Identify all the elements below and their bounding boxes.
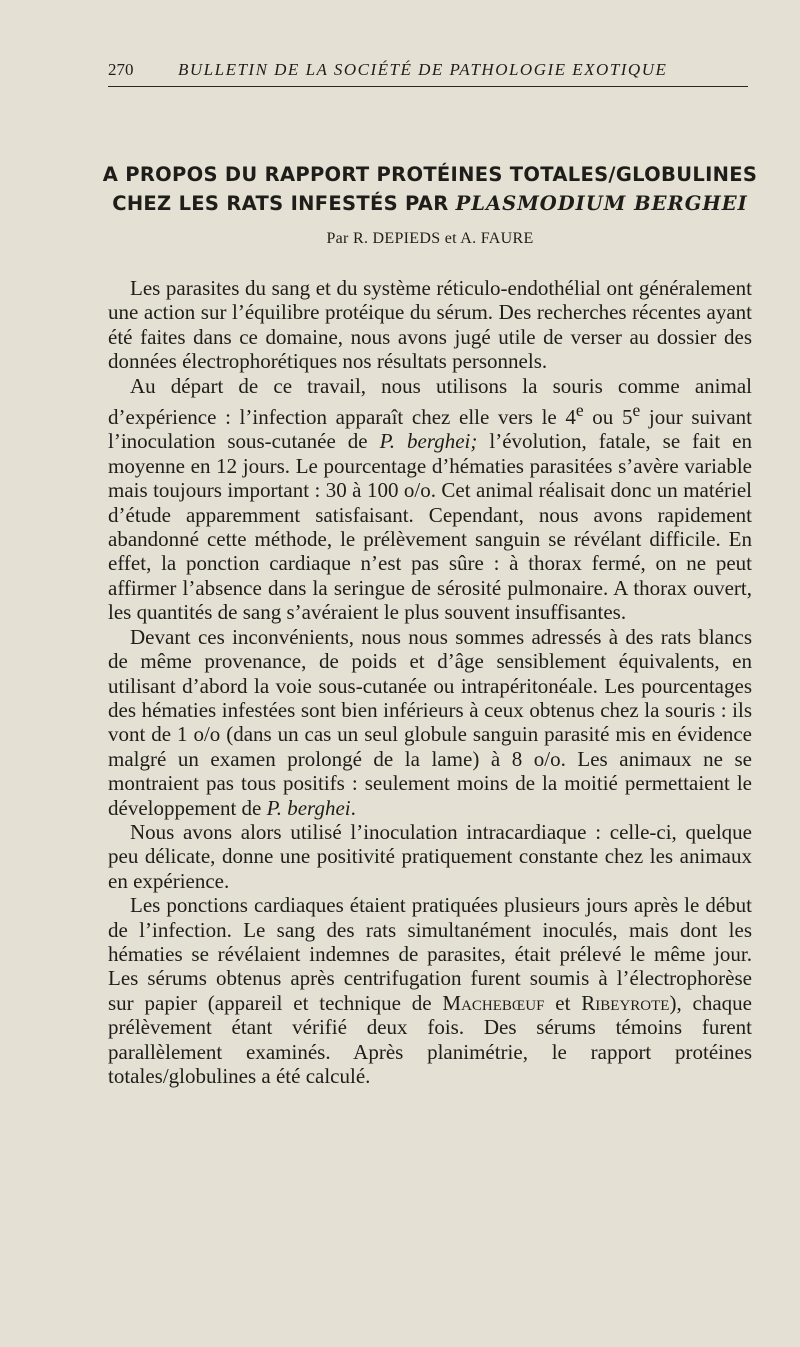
p2-text-b: ou — [583, 405, 622, 430]
p2-species: P. berghei; — [379, 429, 478, 454]
p5-text-b: et — [544, 990, 582, 1015]
page-header — [108, 58, 748, 87]
p5-text-c: ), chaque prélèvement étant vérifié deux fois. Des sérums témoins furent parallèlement examinés. Après planimétrie, le rapport protéines totales/globulines a été calculé. — [108, 990, 752, 1088]
author-citation-macheboeuf: Machebœuf — [442, 990, 545, 1015]
page-number: 270 — [108, 60, 134, 79]
title-line-1: A PROPOS DU RAPPORT PROTÉINES TOTALES/GLOBULINES — [102, 163, 758, 186]
p2-text-a: Au départ de ce travail, nous utilisons la souris comme animal d’expérience : l’infection apparaît chez elle vers le — [108, 373, 752, 430]
running-title: BULLETIN DE LA SOCIÉTÉ DE PATHOLOGIE EXOTIQUE — [178, 60, 668, 79]
p2-text-c: jour suivant l’inoculation sous-cutanée de — [108, 405, 753, 454]
paragraph-4: Nous avons alors utilisé l’inoculation intracardiaque : celle-ci, quelque peu délicate, donne une positivité pratiquement constante chez les animaux en expérience. — [108, 819, 752, 893]
article-body — [108, 276, 752, 1088]
paragraph-2 — [108, 374, 752, 625]
title-line-2-prefix: CHEZ LES RATS INFESTÉS PAR — [112, 192, 456, 215]
paragraph-5 — [108, 893, 752, 1088]
paragraph-3 — [108, 625, 752, 820]
p2-day-4: 4 — [565, 405, 576, 430]
p3-text-b: . — [350, 795, 356, 820]
article-title — [100, 160, 760, 218]
p3-text-a: Devant ces inconvénients, nous nous sommes adressés à des rats blancs de même provenance, de poids et d’âge sensiblement équivalents, en utilisant d’abord la voie sous-cutanée ou intrapéritonéale. Les pourcentages des hématies infestées sont bien inférieurs à ceux obtenus chez la souris : ils vont de 1 o/o (dans un cas un seul globule sanguin parasité mis en évidence malgré un examen prolongé de la lame) à 8 o/o. Les animaux ne se montraient pas tous positifs : seulement moins de la moitié permettaient le développement de — [108, 624, 752, 820]
author-citation-ribeyrote: Ribeyrote — [581, 990, 670, 1015]
article-authors: Par R. DEPIEDS et A. FAURE — [326, 230, 534, 247]
p2-day-5: 5 — [621, 405, 633, 430]
p2-text-d: l’évolution, fatale, se fait en moyenne en 12 jours. Le pourcentage d’hématies parasitées s’avère variable mais toujours important : 30 à 100 o/o. Cet animal réalisait donc un matériel d’étude apparemment satisfaisant. Cependant, nous avons rapidement abandonné cette méthode, le prélèvement sanguin se révélant difficile. En effet, la ponction cardiaque n’est pas sûre : à thorax fermé, on ne peut affirmer l’absence dans la seringue de sérosité pulmonaire. A thorax ouvert, les quantités de sang s’avéraient le plus souvent insuffisantes. — [108, 429, 753, 625]
p2-sup-2: e — [632, 400, 641, 421]
p3-species: P. berghei — [266, 795, 351, 820]
paragraph-1: Les parasites du sang et du système réticulo-endothélial ont généralement une action sur l’équilibre protéique du sérum. Des recherches récentes ayant été faites dans ce domaine, nous avons jugé utile de verser au dossier des données électrophorétiques nos résultats personnels. — [108, 276, 752, 374]
p2-sup-1: e — [575, 400, 584, 421]
title-species: PLASMODIUM BERGHEI — [455, 192, 748, 215]
p5-text-a: Les ponctions cardiaques étaient pratiquées plusieurs jours après le début de l’infection. Le sang des rats simultanément inoculés, mais dont les hématies se révélaient indemnes de parasites, était prélevé le même jour. Les sérums obtenus après centrifugation furent soumis à l’électrophorèse sur papier (appareil et technique de — [108, 893, 752, 1015]
